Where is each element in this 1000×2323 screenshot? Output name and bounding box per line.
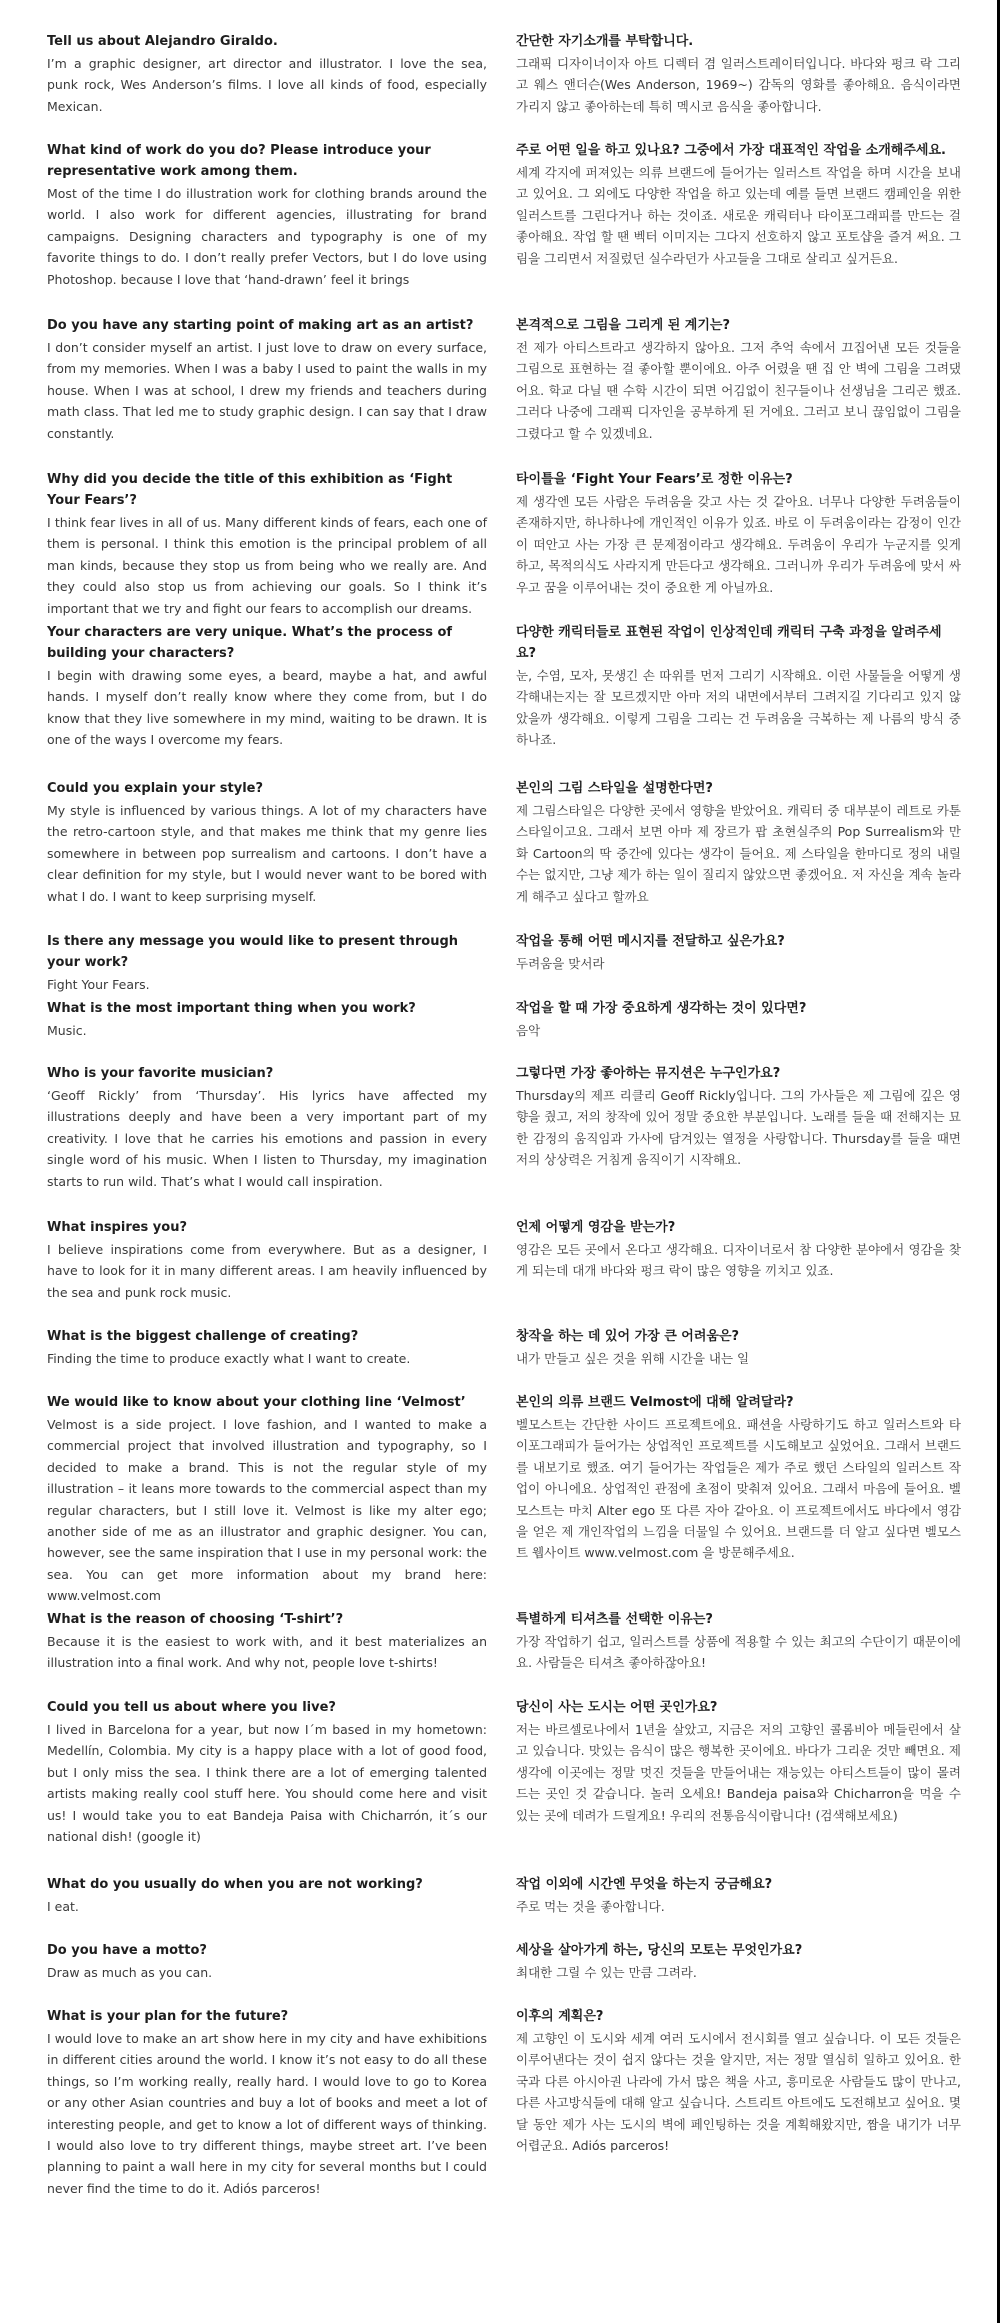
question-en-14: What do you usually do when you are not working?	[47, 1877, 423, 1892]
question-en-5: Could you explain your style?	[47, 781, 264, 796]
qa-block-ko-5	[516, 778, 961, 907]
question-en-6: Is there any message you would like to present through your work?	[47, 934, 459, 970]
question-ko-8: 그렇다면 가장 좋아하는 뮤지션은 누구인가요?	[516, 1066, 781, 1081]
qa-block-ko-1	[516, 140, 961, 269]
qa-block-en-14	[47, 1874, 487, 1917]
question-ko-9: 언제 어떻게 영감을 받는가?	[516, 1220, 676, 1235]
qa-block-ko-10	[516, 1326, 961, 1369]
question-ko-1: 주로 어떤 일을 하고 있나요? 그중에서 가장 대표적인 작업을 소개해주세요.	[516, 143, 946, 158]
answer-ko-1: 세계 각지에 퍼져있는 의류 브랜드에 들어가는 일러스트 작업을 하며 시간을 보내고 있어요. 그 외에도 다양한 작업을 하고 있는데 예를 들면 브랜드 캠페인을 위한 일러스트를 그린다거나 하는 것이죠. 새로운 캐릭터나 타이포그래피를 만드는 걸 좋아해요. 작업 할 땐 벡터 이미지는 그다지 선호하지 않고 포토샵을 즐겨 써요. 그림을 그리면서 저질렀던 실수라던가 사고들을 그대로 살리고 싶거든요.	[516, 165, 961, 266]
qa-block-en-8	[47, 1063, 487, 1192]
qa-block-en-4	[47, 622, 487, 751]
qa-block-ko-12	[516, 1609, 961, 1674]
question-ko-16: 이후의 계획은?	[516, 2009, 604, 2024]
qa-block-en-6	[47, 931, 487, 995]
qa-block-ko-3	[516, 469, 961, 598]
question-ko-10: 창작을 하는 데 있어 가장 큰 어려움은?	[516, 1329, 740, 1344]
answer-en-5: My style is influenced by various things. A lot of my characters have the retro-cartoon style, and that makes me think that my genre lies somewhere in between pop surrealism and cartoons. I don’t have a clear definition for my style, but I would never want to be bored with what I do. I want to keep surprising myself.	[47, 803, 487, 904]
qa-block-ko-7	[516, 998, 961, 1041]
qa-block-ko-11	[516, 1392, 961, 1564]
answer-ko-7: 음악	[516, 1023, 541, 1038]
answer-en-7: Music.	[47, 1023, 87, 1038]
answer-ko-10: 내가 만들고 싶은 것을 위해 시간을 내는 일	[516, 1351, 750, 1366]
answer-en-1: Most of the time I do illustration work for clothing brands around the world. I also work for different agencies, illustrating for brand campaigns. Designing characters and typography is one of my favorite things to do. I don’t really prefer Vectors, but I do love using Photoshop. because I love that ‘hand-drawn’ feel it brings	[47, 186, 487, 287]
question-en-8: Who is your favorite musician?	[47, 1066, 274, 1081]
question-en-10: What is the biggest challenge of creating?	[47, 1329, 359, 1344]
question-en-0: Tell us about Alejandro Giraldo.	[47, 34, 278, 49]
qa-block-en-9	[47, 1217, 487, 1303]
question-en-3: Why did you decide the title of this exhibition as ‘Fight Your Fears’?	[47, 472, 453, 508]
answer-ko-8: Thursday의 제프 리클리 Geoff Rickly입니다. 그의 가사들은 제 그림에 깊은 영향을 줬고, 저의 창작에 있어 정말 중요한 부분입니다. 노래를 들을 때 전해지는 묘한 감정의 움직임과 가사에 담겨있는 열정을 사랑합니다. Thursday를 들을 때면 저의 상상력은 거침게 움직이기 시작해요.	[516, 1088, 961, 1168]
answer-ko-6: 두려움을 맞서라	[516, 956, 605, 971]
qa-block-en-10	[47, 1326, 487, 1369]
qa-block-en-3	[47, 469, 487, 619]
question-ko-15: 세상을 살아가게 하는, 당신의 모토는 무엇인가요?	[516, 1943, 803, 1958]
question-ko-6: 작업을 통해 어떤 메시지를 전달하고 싶은가요?	[516, 934, 785, 949]
question-en-11: We would like to know about your clothing line ‘Velmost’	[47, 1395, 466, 1410]
qa-block-en-15	[47, 1940, 487, 1983]
answer-ko-14: 주로 먹는 것을 좋아합니다.	[516, 1899, 665, 1914]
question-ko-5: 본인의 그림 스타일을 설명한다면?	[516, 781, 713, 796]
qa-block-ko-16	[516, 2006, 961, 2156]
answer-en-15: Draw as much as you can.	[47, 1965, 213, 1980]
answer-en-12: Because it is the easiest to work with, and it best materializes an illustration into a final work. And why not, people love t-shirts!	[47, 1634, 487, 1671]
question-en-12: What is the reason of choosing ‘T-shirt’?	[47, 1612, 344, 1627]
qa-block-ko-6	[516, 931, 961, 974]
answer-ko-3: 제 생각엔 모든 사람은 두려움을 갖고 사는 것 같아요. 너무나 다양한 두려움들이 존재하지만, 하나하나에 개인적인 이유가 있죠. 바로 이 두려움이라는 감정이 인간이 떠안고 사는 가장 큰 문제점이라고 생각해요. 두려움이 우리가 누군지를 잊게 하고, 목적의식도 사라지게 만든다고 생각해요. 그러니까 우리가 두려움에 맞서 싸우고 꿈을 이루어내는 것이 중요한 게 아닐까요.	[516, 494, 961, 595]
question-en-13: Could you tell us about where you live?	[47, 1700, 336, 1715]
answer-en-8: ‘Geoff Rickly’ from ‘Thursday’. His lyrics have affected my illustrations deeply and have been a very important part of my creativity. I love that he carries his emotions and passion in every single word of his music. When I listen to Thursday, my imagination starts to run wild. That’s what I would call inspiration.	[47, 1088, 487, 1189]
qa-block-en-7	[47, 998, 487, 1041]
question-ko-0: 간단한 자기소개를 부탁합니다.	[516, 34, 694, 49]
answer-en-16: I would love to make an art show here in my city and have exhibitions in different cities around the world. I know it’s not easy to do all these things, so I’m working really, really hard. I would love to go to Korea or any other Asian countries and buy a lot of books and meet a lot of interesting people, and get to know a lot of different ways of thinking. I would also love to try different things, maybe street art. I’ve been planning to paint a wall here in my city for several months but I could never find the time to do it. Adiós parceros!	[47, 2031, 487, 2196]
qa-block-en-1	[47, 140, 487, 290]
answer-en-11: Velmost is a side project. I love fashion, and I wanted to make a commercial project that involved illustration and typography, so I decided to make a brand. This is not the regular style of my illustration – it leans more towards to the commercial aspect than my regular characters, but I still love it. Velmost is like my alter ego; another side of me as an illustrator and graphic designer. You can, however, see the same inspiration that I use in my personal work: the sea. You can get more information about my brand here: www.velmost.com	[47, 1417, 487, 1604]
answer-en-2: I don’t consider myself an artist. I just love to draw on every surface, from my memories. When I was a baby I used to paint the walls in my house. When I was at school, I drew my friends and teachers during math class. That led me to study graphic design. I can say that I draw constantly.	[47, 340, 487, 441]
answer-ko-4: 눈, 수염, 모자, 못생긴 손 따위를 먼저 그리기 시작해요. 이런 사물들을 어떻게 생각해내는지는 잘 모르겠지만 아마 저의 내면에서부터 그려지길 기다리고 있지 않았을까 생각해요. 이렇게 그림을 그리는 건 두려움을 극복하는 제 나름의 방식 중 하나죠.	[516, 668, 961, 748]
answer-en-4: I begin with drawing some eyes, a beard, maybe a hat, and awful hands. I myself don’t really know where they come from, but I do know that they live somewhere in my mind, waiting to be drawn. It is one of the ways I overcome my fears.	[47, 668, 487, 748]
qa-block-ko-15	[516, 1940, 961, 1983]
answer-en-0: I’m a graphic designer, art director and illustrator. I love the sea, punk rock, Wes Anderson’s films. I love all kinds of food, especially Mexican.	[47, 56, 487, 114]
qa-block-ko-9	[516, 1217, 961, 1282]
answer-en-3: I think fear lives in all of us. Many different kinds of fears, each one of them is personal. I think this emotion is the principal problem of all man kinds, because they stop us from being who we really are. And they could also stop us from achieving our goals. So I think it’s important that we try and fight our fears to accomplish our dreams.	[47, 515, 487, 616]
answer-en-9: I believe inspirations come from everywhere. But as a designer, I have to look for it in many different areas. I am heavily influenced by the sea and punk rock music.	[47, 1242, 487, 1300]
answer-ko-13: 저는 바르셀로나에서 1년을 살았고, 지금은 저의 고향인 콜롬비아 메들린에서 살고 있습니다. 맛있는 음식이 많은 행복한 곳이에요. 바다가 그리운 것만 빼면요. 제 생각에 이곳에는 정말 멋진 것들을 만들어내는 재능있는 아티스트들이 많이 몰려드는 곳인 것 같습니다. 놀러 오세요! Bandeja paisa와 Chicharron을 먹을 수 있는 곳에 데려가 드릴게요! 우리의 전통음식이랍니다! (검색해보세요)	[516, 1722, 961, 1823]
answer-ko-11: 벨모스트는 간단한 사이드 프로젝트에요. 패션을 사랑하기도 하고 일러스트와 타이포그래피가 들어가는 상업적인 프로젝트를 시도해보고 싶었어요. 그래서 브랜드를 내보기로 했죠. 여기 들어가는 작업들은 제가 주로 했던 스타일의 일러스트 작업이 아니에요. 상업적인 관점에 초점이 맞춰져 있어요. 그래서 마음에 들어요. 벨모스트는 마치 Alter ego 또 다른 자아 같아요. 이 프로젝트에서도 바다에서 영감을 얻은 제 개인작업의 느낌을 더물일 수 있어요. 브랜드를 더 알고 싶다면 벨모스트 웹사이트 www.velmost.com 을 방문해주세요.	[516, 1417, 961, 1561]
question-ko-3: 타이틀을 ‘Fight Your Fears’로 정한 이유는?	[516, 472, 793, 487]
qa-block-en-12	[47, 1609, 487, 1674]
answer-ko-2: 전 제가 아티스트라고 생각하지 않아요. 그저 추억 속에서 끄집어낸 모든 것들을 그림으로 표현하는 걸 좋아할 뿐이에요. 아주 어렸을 땐 집 안 벽에 그림을 그려댔어요. 학교 다닐 땐 수학 시간이 되면 어김없이 친구들이나 선생님을 그리곤 했죠. 그러다 나중에 그래픽 디자인을 공부하게 된 거에요. 그러고 보니 끊임없이 그림을 그렸다고 할 수 있겠네요.	[516, 340, 961, 441]
qa-block-ko-0	[516, 31, 961, 117]
question-en-9: What inspires you?	[47, 1220, 188, 1235]
question-en-2: Do you have any starting point of making art as an artist?	[47, 318, 474, 333]
answer-en-6: Fight Your Fears.	[47, 977, 150, 992]
question-en-7: What is the most important thing when you work?	[47, 1001, 416, 1016]
qa-block-en-0	[47, 31, 487, 117]
question-en-15: Do you have a motto?	[47, 1943, 207, 1958]
answer-ko-15: 최대한 그릴 수 있는 만큼 그려라.	[516, 1965, 697, 1980]
qa-block-ko-13	[516, 1697, 961, 1826]
answer-en-10: Finding the time to produce exactly what I want to create.	[47, 1351, 411, 1366]
question-ko-4: 다양한 캐릭터들로 표현된 작업이 인상적인데 캐릭터 구축 과정을 알려주세요?	[516, 625, 942, 661]
question-ko-14: 작업 이외에 시간엔 무엇을 하는지 궁금해요?	[516, 1877, 773, 1892]
question-en-4: Your characters are very unique. What’s the process of building your characters?	[47, 625, 453, 661]
answer-en-14: I eat.	[47, 1899, 79, 1914]
question-en-16: What is your plan for the future?	[47, 2009, 289, 2024]
answer-ko-0: 그래픽 디자이너이자 아트 디렉터 겸 일러스트레이터입니다. 바다와 펑크 락 그리고 웨스 앤더슨(Wes Anderson, 1969~) 감독의 영화를 좋아해요. 음식이라면 가리지 않고 좋아하는데 특히 멕시코 음식을 좋아합니다.	[516, 56, 961, 114]
qa-block-en-11	[47, 1392, 487, 1607]
question-ko-2: 본격적으로 그림을 그리게 된 계기는?	[516, 318, 731, 333]
qa-block-ko-4	[516, 622, 961, 751]
answer-ko-16: 제 고향인 이 도시와 세계 여러 도시에서 전시회를 열고 싶습니다. 이 모든 것들은 이루어낸다는 것이 쉽지 않다는 것을 알지만, 저는 정말 열심히 일하고 있어요. 한국과 다른 아시아권 나라에 가서 많은 책을 사고, 흥미로운 사람들도 많이 만나고, 다른 사고방식들에 대해 알고 싶습니다. 스트리트 아트에도 도전해보고 싶어요. 몇 달 동안 제가 사는 도시의 벽에 페인팅하는 것을 계획해왔지만, 짬을 내기가 너무 어렵군요. Adiós parceros!	[516, 2031, 961, 2154]
qa-block-en-5	[47, 778, 487, 907]
answer-ko-5: 제 그림스타일은 다양한 곳에서 영향을 받았어요. 캐릭터 중 대부분이 레트로 카툰 스타일이고요. 그래서 보면 아마 제 장르가 팝 초현실주의 Pop Surrealism와 만화 Cartoon의 딱 중간에 있다는 생각이 들어요. 제 스타일을 한마디로 정의 내릴 수는 없지만, 그냥 제가 하는 일이 질리지 않았으면 좋겠어요. 저 자신을 계속 놀라게 해주고 싶다고 할까요	[516, 803, 961, 904]
question-en-1: What kind of work do you do? Please introduce your representative work among them.	[47, 143, 431, 179]
answer-en-13: I lived in Barcelona for a year, but now I´m based in my hometown: Medellín, Colombia. My city is a happy place with a lot of good food, but I only miss the sea. I think there are a lot of emerging talented artists making really cool stuff here. You should come here and visit us! I would take you to eat Bandeja Paisa with Chicharrón, it´s our national dish! (google it)	[47, 1722, 487, 1845]
qa-block-en-13	[47, 1697, 487, 1847]
qa-block-ko-2	[516, 315, 961, 444]
question-ko-11: 본인의 의류 브랜드 Velmost에 대해 알려달라?	[516, 1395, 794, 1410]
answer-ko-12: 가장 작업하기 쉽고, 일러스트를 상품에 적용할 수 있는 최고의 수단이기 때문이에요. 사람들은 티셔츠 좋아하잖아요!	[516, 1634, 961, 1671]
qa-block-ko-14	[516, 1874, 961, 1917]
answer-ko-9: 영감은 모든 곳에서 온다고 생각해요. 디자이너로서 참 다양한 분야에서 영감을 찾게 되는데 대개 바다와 펑크 락이 많은 영향을 끼치고 있죠.	[516, 1242, 961, 1279]
question-ko-13: 당신이 사는 도시는 어떤 곳인가요?	[516, 1700, 718, 1715]
qa-block-en-16	[47, 2006, 487, 2199]
qa-block-en-2	[47, 315, 487, 444]
question-ko-7: 작업을 할 때 가장 중요하게 생각하는 것이 있다면?	[516, 1001, 807, 1016]
qa-block-ko-8	[516, 1063, 961, 1171]
question-ko-12: 특별하게 티셔츠를 선택한 이유는?	[516, 1612, 713, 1627]
